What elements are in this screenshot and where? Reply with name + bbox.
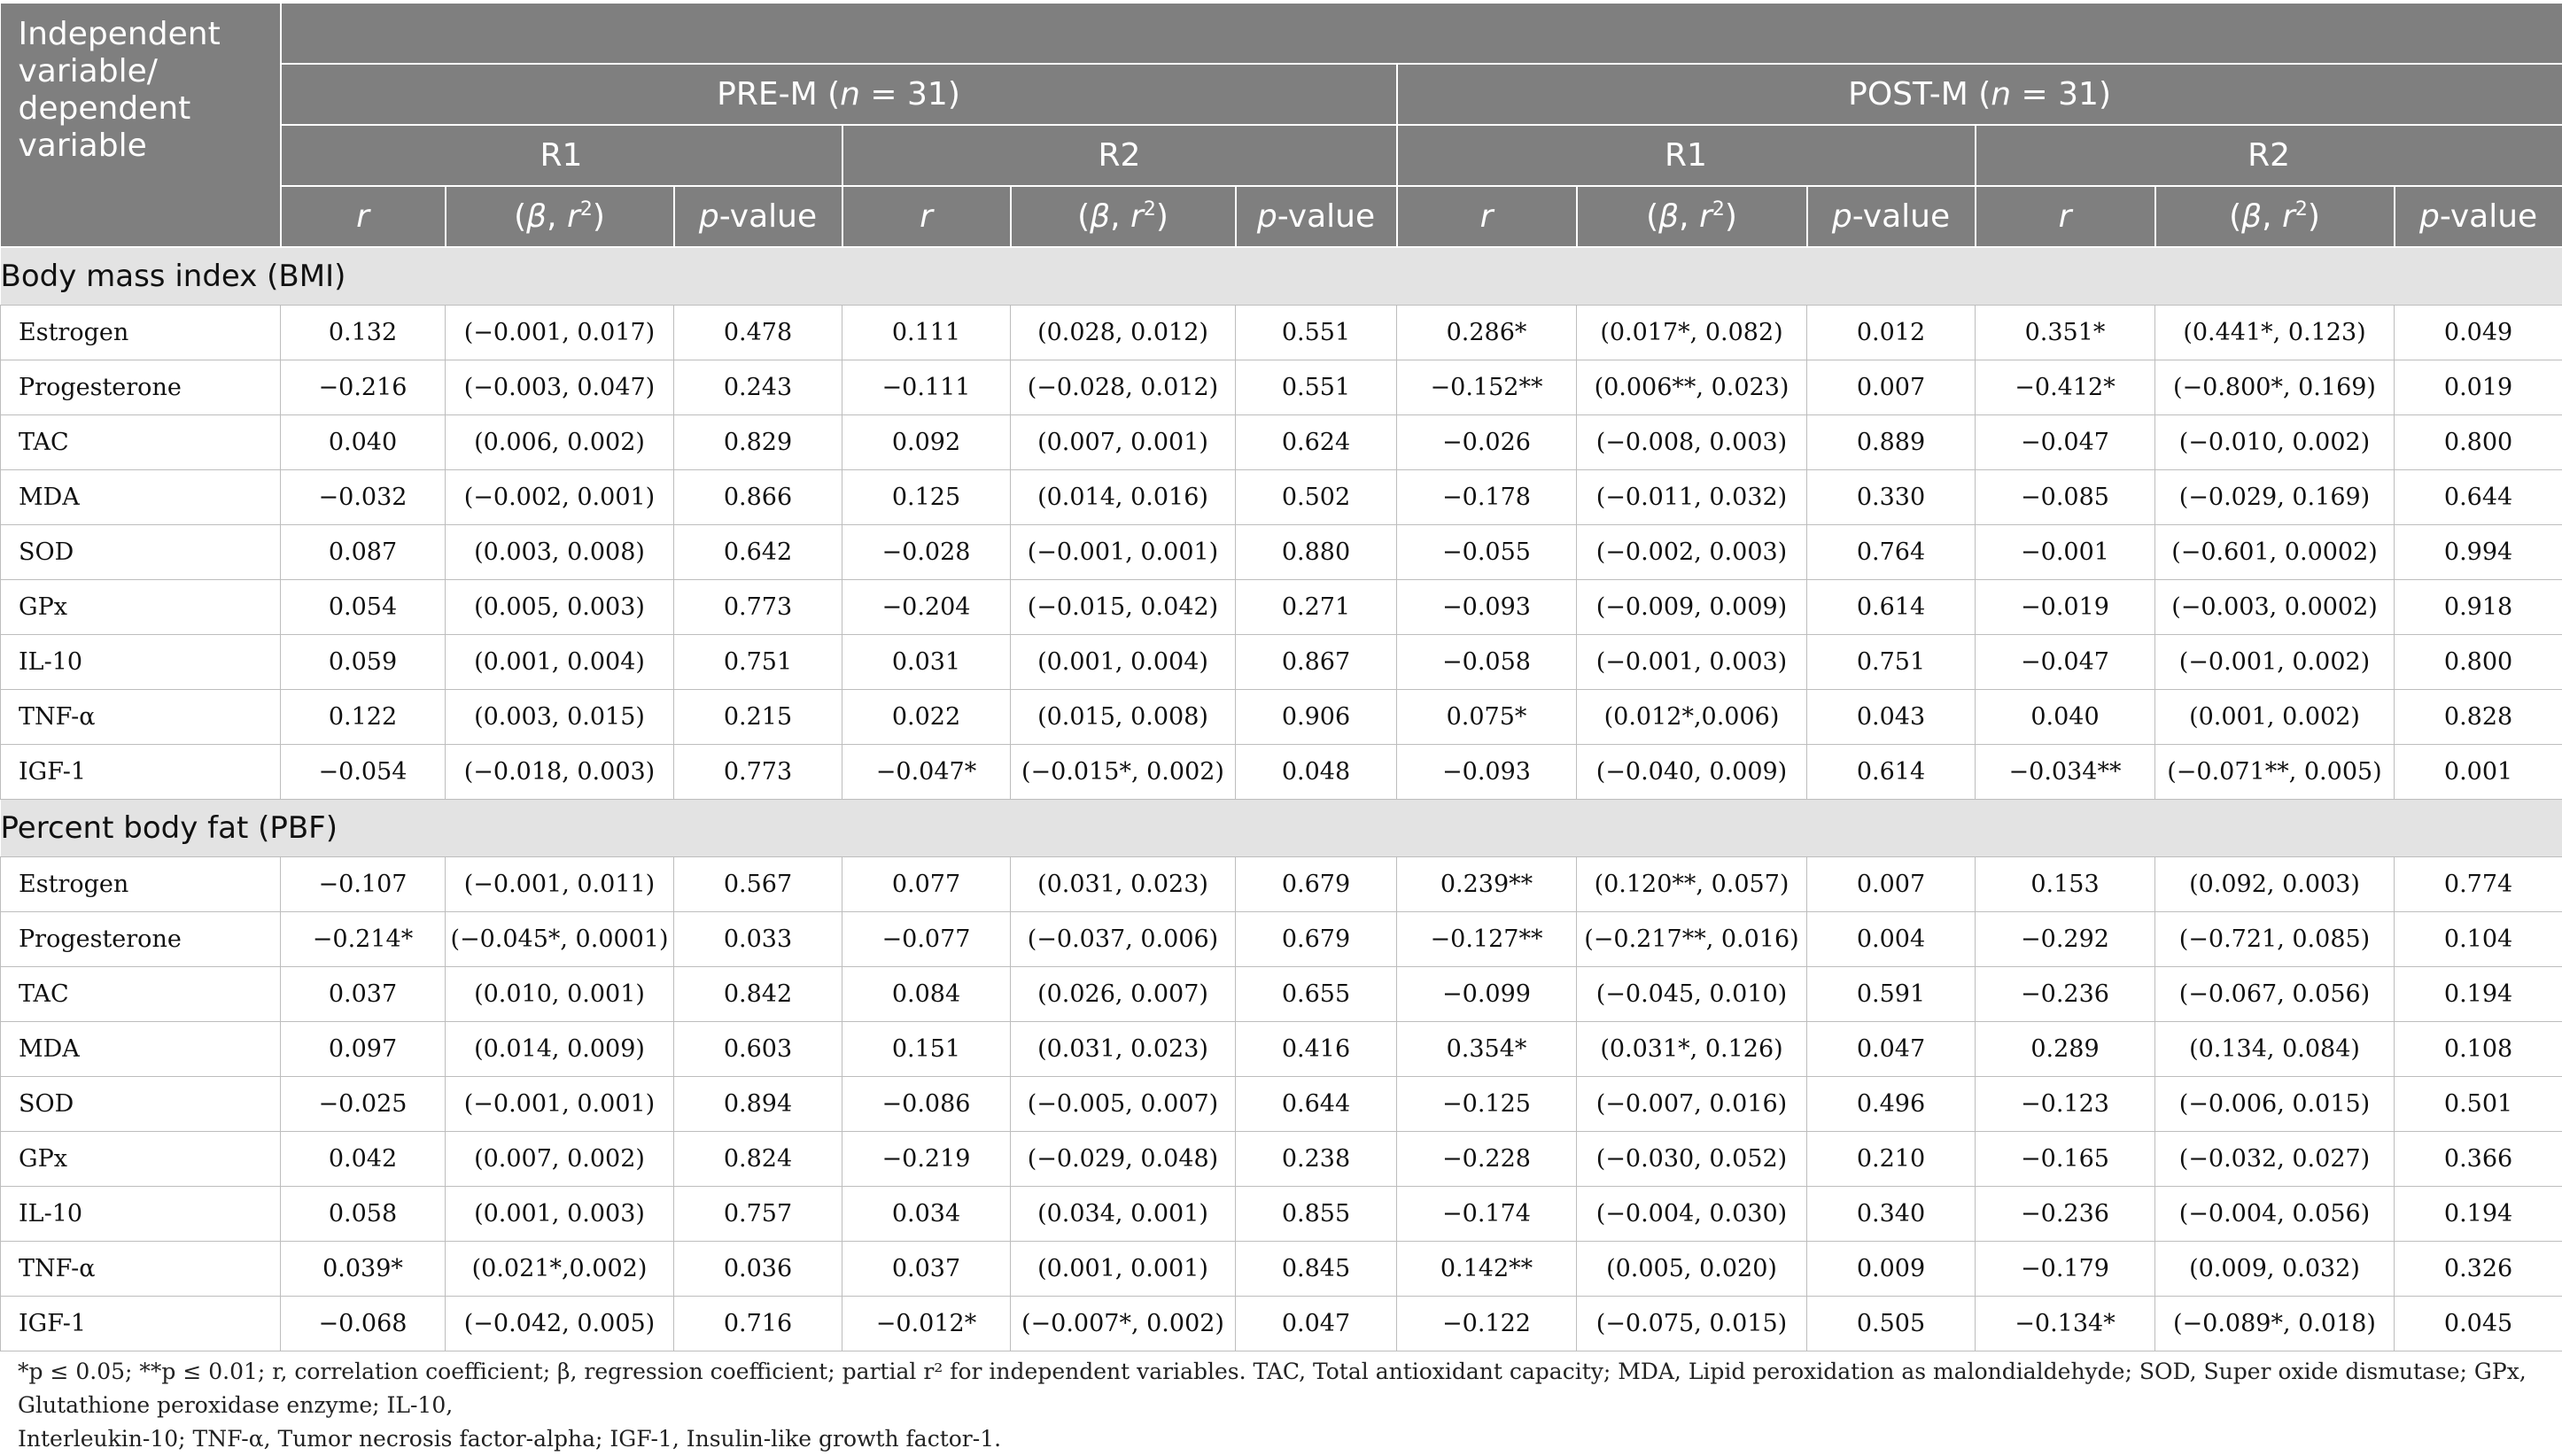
- table-cell: (−0.075, 0.015): [1577, 1297, 1807, 1351]
- table-cell: −0.085: [1976, 470, 2155, 525]
- table-cell: 0.125: [842, 470, 1011, 525]
- row-label: IL-10: [1, 1187, 281, 1242]
- table-cell: (−0.001, 0.001): [1011, 525, 1236, 580]
- table-cell: 0.215: [674, 690, 842, 745]
- col-header-p-value: p-value: [674, 186, 842, 247]
- table-cell: 0.800: [2395, 415, 2562, 470]
- table-cell: (0.092, 0.003): [2155, 857, 2395, 912]
- table-cell: (−0.042, 0.005): [446, 1297, 674, 1351]
- table-row: [1, 360, 2562, 415]
- model-header: R1: [1397, 125, 1976, 186]
- corner-line: variable: [19, 128, 262, 165]
- table-cell: (0.009, 0.032): [2155, 1242, 2395, 1297]
- table-cell: 0.108: [2395, 1022, 2562, 1077]
- table-cell: 0.059: [281, 635, 446, 690]
- table-cell: −0.093: [1397, 580, 1577, 635]
- row-label: TAC: [1, 967, 281, 1022]
- table-cell: (−0.800*, 0.169): [2155, 360, 2395, 415]
- table-cell: (0.031*, 0.126): [1577, 1022, 1807, 1077]
- table-cell: (0.006**, 0.023): [1577, 360, 1807, 415]
- table-cell: (0.031, 0.023): [1011, 1022, 1236, 1077]
- table-cell: 0.679: [1236, 912, 1397, 967]
- table-cell: 0.022: [842, 690, 1011, 745]
- table-cell: (0.031, 0.023): [1011, 857, 1236, 912]
- corner-line: variable/: [19, 53, 262, 90]
- table-cell: (−0.003, 0.0002): [2155, 580, 2395, 635]
- table-cell: −0.292: [1976, 912, 2155, 967]
- table-cell: (−0.003, 0.047): [446, 360, 674, 415]
- table-cell: 0.054: [281, 580, 446, 635]
- table-row: [1, 690, 2562, 745]
- table-cell: 0.047: [1807, 1022, 1976, 1077]
- row-label: GPx: [1, 1132, 281, 1187]
- table-cell: 0.151: [842, 1022, 1011, 1077]
- row-label: IL-10: [1, 635, 281, 690]
- table-cell: 0.289: [1976, 1022, 2155, 1077]
- table-cell: (0.034, 0.001): [1011, 1187, 1236, 1242]
- table-cell: 0.828: [2395, 690, 2562, 745]
- table-cell: 0.037: [842, 1242, 1011, 1297]
- table-cell: (0.003, 0.008): [446, 525, 674, 580]
- table-cell: −0.204: [842, 580, 1011, 635]
- table-cell: 0.502: [1236, 470, 1397, 525]
- table-cell: 0.097: [281, 1022, 446, 1077]
- corner-header: [1, 4, 281, 247]
- table-cell: (0.021*,0.002): [446, 1242, 674, 1297]
- table-cell: (−0.015, 0.042): [1011, 580, 1236, 635]
- table-cell: 0.243: [674, 360, 842, 415]
- table-cell: (−0.018, 0.003): [446, 745, 674, 800]
- table-cell: −0.236: [1976, 967, 2155, 1022]
- table-cell: 0.271: [1236, 580, 1397, 635]
- table-cell: 0.751: [1807, 635, 1976, 690]
- table-cell: 0.210: [1807, 1132, 1976, 1187]
- table-cell: −0.125: [1397, 1077, 1577, 1132]
- table-cell: 0.906: [1236, 690, 1397, 745]
- table-cell: (0.120**, 0.057): [1577, 857, 1807, 912]
- corner-line: Independent: [19, 16, 262, 53]
- table-cell: 0.603: [674, 1022, 842, 1077]
- table-cell: 0.501: [2395, 1077, 2562, 1132]
- table-cell: 0.286*: [1397, 306, 1577, 360]
- table-cell: 0.084: [842, 967, 1011, 1022]
- table-cell: 0.104: [2395, 912, 2562, 967]
- table-cell: (0.001, 0.003): [446, 1187, 674, 1242]
- table-cell: −0.068: [281, 1297, 446, 1351]
- row-label: Progesterone: [1, 912, 281, 967]
- table-cell: 0.591: [1807, 967, 1976, 1022]
- table-cell: (0.006, 0.002): [446, 415, 674, 470]
- table-cell: −0.165: [1976, 1132, 2155, 1187]
- table-cell: 0.019: [2395, 360, 2562, 415]
- row-label: IGF-1: [1, 1297, 281, 1351]
- table-cell: (−0.030, 0.052): [1577, 1132, 1807, 1187]
- row-label: Estrogen: [1, 306, 281, 360]
- table-cell: −0.086: [842, 1077, 1011, 1132]
- table-cell: 0.012: [1807, 306, 1976, 360]
- table-cell: (0.017*, 0.082): [1577, 306, 1807, 360]
- table-row: [1, 1187, 2562, 1242]
- table-cell: (−0.004, 0.056): [2155, 1187, 2395, 1242]
- table-cell: (−0.045, 0.010): [1577, 967, 1807, 1022]
- table-cell: (−0.008, 0.003): [1577, 415, 1807, 470]
- table-cell: (−0.004, 0.030): [1577, 1187, 1807, 1242]
- table-cell: 0.326: [2395, 1242, 2562, 1297]
- table-cell: 0.194: [2395, 1187, 2562, 1242]
- table-cell: 0.679: [1236, 857, 1397, 912]
- table-cell: (−0.006, 0.015): [2155, 1077, 2395, 1132]
- table-cell: −0.058: [1397, 635, 1577, 690]
- table-cell: 0.845: [1236, 1242, 1397, 1297]
- table-cell: (0.028, 0.012): [1011, 306, 1236, 360]
- table-cell: −0.236: [1976, 1187, 2155, 1242]
- table-row: [1, 306, 2562, 360]
- table-cell: 0.496: [1807, 1077, 1976, 1132]
- row-label: MDA: [1, 1022, 281, 1077]
- table-cell: (0.010, 0.001): [446, 967, 674, 1022]
- table-cell: 0.642: [674, 525, 842, 580]
- col-header-r: r: [1397, 186, 1577, 247]
- footnote-line: Interleukin-10; TNF-α, Tumor necrosis factor-alpha; IGF-1, Insulin-like growth factor-1.: [18, 1422, 2534, 1456]
- table-cell: −0.099: [1397, 967, 1577, 1022]
- table-footnote: [18, 1355, 2534, 1456]
- table-cell: (−0.071**, 0.005): [2155, 745, 2395, 800]
- table-cell: 0.039*: [281, 1242, 446, 1297]
- table-cell: 0.773: [674, 580, 842, 635]
- table-cell: 0.655: [1236, 967, 1397, 1022]
- table-cell: (−0.601, 0.0002): [2155, 525, 2395, 580]
- table-cell: 0.867: [1236, 635, 1397, 690]
- table-cell: 0.624: [1236, 415, 1397, 470]
- col-header-beta-r2: (β, $r^2$): [446, 186, 674, 247]
- table-cell: (−0.721, 0.085): [2155, 912, 2395, 967]
- table-row: [1, 470, 2562, 525]
- table-cell: 0.751: [674, 635, 842, 690]
- col-header-r: r: [1976, 186, 2155, 247]
- model-header: R2: [1976, 125, 2562, 186]
- row-label: TAC: [1, 415, 281, 470]
- table-cell: −0.228: [1397, 1132, 1577, 1187]
- table-row: [1, 525, 2562, 580]
- table-cell: 0.075*: [1397, 690, 1577, 745]
- row-label: IGF-1: [1, 745, 281, 800]
- table-cell: 0.330: [1807, 470, 1976, 525]
- table-cell: 0.773: [674, 745, 842, 800]
- col-header-p-value: p-value: [1236, 186, 1397, 247]
- table-cell: (−0.067, 0.056): [2155, 967, 2395, 1022]
- table-cell: (0.007, 0.002): [446, 1132, 674, 1187]
- table-row: [1, 1297, 2562, 1351]
- table-cell: 0.042: [281, 1132, 446, 1187]
- table-cell: 0.764: [1807, 525, 1976, 580]
- table-cell: −0.123: [1976, 1077, 2155, 1132]
- footnote-line: *p ≤ 0.05; **p ≤ 0.01; r, correlation coefficient; β, regression coefficient; partial r² for independent variables. TAC, Total antioxidant capacity; MDA, Lipid peroxidation as malondialdehyde; SOD, Super oxide dismutase; GPx, Glutathione peroxidase enzyme; IL-10,: [18, 1355, 2534, 1422]
- table-cell: −0.047: [1976, 635, 2155, 690]
- model-header: R1: [281, 125, 842, 186]
- table-cell: −0.093: [1397, 745, 1577, 800]
- table-cell: (0.134, 0.084): [2155, 1022, 2395, 1077]
- table-cell: 0.889: [1807, 415, 1976, 470]
- table-cell: 0.132: [281, 306, 446, 360]
- table-cell: (0.003, 0.015): [446, 690, 674, 745]
- table-row: [1, 967, 2562, 1022]
- table-cell: 0.034: [842, 1187, 1011, 1242]
- header-top-blank: [281, 4, 2562, 64]
- table-cell: 0.551: [1236, 306, 1397, 360]
- table-cell: 0.894: [674, 1077, 842, 1132]
- table-cell: 0.043: [1807, 690, 1976, 745]
- table-cell: (0.015, 0.008): [1011, 690, 1236, 745]
- table-cell: (−0.029, 0.169): [2155, 470, 2395, 525]
- table-cell: 0.004: [1807, 912, 1976, 967]
- table-cell: −0.012*: [842, 1297, 1011, 1351]
- table-cell: (−0.001, 0.003): [1577, 635, 1807, 690]
- table-cell: (0.007, 0.001): [1011, 415, 1236, 470]
- table-cell: 0.033: [674, 912, 842, 967]
- group-header-post-m: POST-M (n = 31): [1397, 64, 2562, 125]
- table-cell: 0.354*: [1397, 1022, 1577, 1077]
- table-row: [1, 415, 2562, 470]
- col-header-r: r: [281, 186, 446, 247]
- table-row: [1, 1077, 2562, 1132]
- table-cell: (−0.040, 0.009): [1577, 745, 1807, 800]
- table-cell: 0.880: [1236, 525, 1397, 580]
- table-cell: (−0.001, 0.017): [446, 306, 674, 360]
- table-cell: −0.055: [1397, 525, 1577, 580]
- table-cell: −0.034**: [1976, 745, 2155, 800]
- table-cell: 0.340: [1807, 1187, 1976, 1242]
- table-cell: 0.007: [1807, 857, 1976, 912]
- table-cell: 0.040: [281, 415, 446, 470]
- col-header-p-value: p-value: [1807, 186, 1976, 247]
- table-cell: (−0.002, 0.003): [1577, 525, 1807, 580]
- table-cell: (0.001, 0.002): [2155, 690, 2395, 745]
- table-cell: −0.134*: [1976, 1297, 2155, 1351]
- table-cell: −0.412*: [1976, 360, 2155, 415]
- table-cell: −0.214*: [281, 912, 446, 967]
- table-cell: (−0.045*, 0.0001): [446, 912, 674, 967]
- table-cell: 0.239**: [1397, 857, 1577, 912]
- table-cell: (−0.001, 0.011): [446, 857, 674, 912]
- table-cell: 0.824: [674, 1132, 842, 1187]
- table-cell: 0.045: [2395, 1297, 2562, 1351]
- table-cell: 0.077: [842, 857, 1011, 912]
- table-cell: −0.107: [281, 857, 446, 912]
- row-label: MDA: [1, 470, 281, 525]
- table-cell: 0.614: [1807, 745, 1976, 800]
- results-table-container: [0, 4, 2562, 1351]
- table-cell: 0.614: [1807, 580, 1976, 635]
- table-cell: 0.644: [1236, 1077, 1397, 1132]
- table-cell: (−0.032, 0.027): [2155, 1132, 2395, 1187]
- table-cell: (−0.015*, 0.002): [1011, 745, 1236, 800]
- table-cell: (0.012*,0.006): [1577, 690, 1807, 745]
- table-cell: (−0.001, 0.002): [2155, 635, 2395, 690]
- col-header-beta-r2: (β, $r^2$): [1577, 186, 1807, 247]
- table-cell: (−0.005, 0.007): [1011, 1077, 1236, 1132]
- table-cell: −0.152**: [1397, 360, 1577, 415]
- table-cell: (0.001, 0.004): [1011, 635, 1236, 690]
- table-cell: −0.127**: [1397, 912, 1577, 967]
- table-cell: −0.054: [281, 745, 446, 800]
- table-cell: 0.918: [2395, 580, 2562, 635]
- row-label: SOD: [1, 1077, 281, 1132]
- table-cell: (−0.011, 0.032): [1577, 470, 1807, 525]
- section-title: Percent body fat (PBF): [1, 800, 2562, 857]
- group-header-pre-m: PRE-M (n = 31): [281, 64, 1397, 125]
- regression-results-table: [0, 4, 2562, 1351]
- table-cell: (−0.010, 0.002): [2155, 415, 2395, 470]
- table-cell: 0.478: [674, 306, 842, 360]
- table-cell: 0.716: [674, 1297, 842, 1351]
- table-cell: −0.178: [1397, 470, 1577, 525]
- table-cell: 0.087: [281, 525, 446, 580]
- table-cell: 0.048: [1236, 745, 1397, 800]
- table-cell: 0.122: [281, 690, 446, 745]
- model-header: R2: [842, 125, 1397, 186]
- table-cell: 0.194: [2395, 967, 2562, 1022]
- col-header-beta-r2: (β, $r^2$): [1011, 186, 1236, 247]
- row-label: TNF-α: [1, 1242, 281, 1297]
- table-cell: −0.077: [842, 912, 1011, 967]
- table-cell: −0.111: [842, 360, 1011, 415]
- table-cell: (−0.089*, 0.018): [2155, 1297, 2395, 1351]
- table-cell: 0.031: [842, 635, 1011, 690]
- table-cell: 0.238: [1236, 1132, 1397, 1187]
- table-cell: −0.122: [1397, 1297, 1577, 1351]
- table-cell: 0.994: [2395, 525, 2562, 580]
- table-cell: 0.567: [674, 857, 842, 912]
- table-cell: 0.505: [1807, 1297, 1976, 1351]
- table-cell: 0.040: [1976, 690, 2155, 745]
- table-cell: −0.219: [842, 1132, 1011, 1187]
- table-cell: 0.842: [674, 967, 842, 1022]
- table-row: [1, 1132, 2562, 1187]
- table-cell: 0.092: [842, 415, 1011, 470]
- col-header-beta-r2: (β, $r^2$): [2155, 186, 2395, 247]
- table-cell: (−0.217**, 0.016): [1577, 912, 1807, 967]
- table-row: [1, 1022, 2562, 1077]
- table-row: [1, 857, 2562, 912]
- table-cell: 0.142**: [1397, 1242, 1577, 1297]
- table-cell: 0.757: [674, 1187, 842, 1242]
- table-cell: (−0.009, 0.009): [1577, 580, 1807, 635]
- table-cell: (0.005, 0.020): [1577, 1242, 1807, 1297]
- table-cell: (−0.037, 0.006): [1011, 912, 1236, 967]
- table-cell: 0.774: [2395, 857, 2562, 912]
- table-row: [1, 580, 2562, 635]
- table-cell: (−0.029, 0.048): [1011, 1132, 1236, 1187]
- table-cell: −0.174: [1397, 1187, 1577, 1242]
- col-header-r: r: [842, 186, 1011, 247]
- table-row: [1, 1242, 2562, 1297]
- table-cell: 0.001: [2395, 745, 2562, 800]
- corner-line: dependent: [19, 90, 262, 128]
- col-header-p-value: p-value: [2395, 186, 2562, 247]
- table-cell: 0.366: [2395, 1132, 2562, 1187]
- table-cell: −0.019: [1976, 580, 2155, 635]
- table-cell: (0.014, 0.009): [446, 1022, 674, 1077]
- table-cell: 0.829: [674, 415, 842, 470]
- table-cell: 0.009: [1807, 1242, 1976, 1297]
- row-label: SOD: [1, 525, 281, 580]
- table-cell: 0.036: [674, 1242, 842, 1297]
- table-cell: 0.866: [674, 470, 842, 525]
- table-cell: (−0.001, 0.001): [446, 1077, 674, 1132]
- table-cell: −0.001: [1976, 525, 2155, 580]
- table-cell: 0.855: [1236, 1187, 1397, 1242]
- table-cell: (0.005, 0.003): [446, 580, 674, 635]
- table-cell: (0.441*, 0.123): [2155, 306, 2395, 360]
- row-label: Progesterone: [1, 360, 281, 415]
- section-title: Body mass index (BMI): [1, 247, 2562, 306]
- table-cell: (0.001, 0.001): [1011, 1242, 1236, 1297]
- table-cell: 0.037: [281, 967, 446, 1022]
- table-cell: −0.047*: [842, 745, 1011, 800]
- table-cell: 0.416: [1236, 1022, 1397, 1077]
- table-cell: (−0.007*, 0.002): [1011, 1297, 1236, 1351]
- table-cell: −0.179: [1976, 1242, 2155, 1297]
- row-label: GPx: [1, 580, 281, 635]
- table-cell: 0.153: [1976, 857, 2155, 912]
- table-cell: −0.032: [281, 470, 446, 525]
- table-cell: −0.028: [842, 525, 1011, 580]
- table-cell: (0.014, 0.016): [1011, 470, 1236, 525]
- table-cell: (0.001, 0.004): [446, 635, 674, 690]
- table-cell: 0.111: [842, 306, 1011, 360]
- table-cell: 0.551: [1236, 360, 1397, 415]
- table-cell: 0.049: [2395, 306, 2562, 360]
- table-cell: −0.216: [281, 360, 446, 415]
- table-cell: −0.025: [281, 1077, 446, 1132]
- table-cell: −0.026: [1397, 415, 1577, 470]
- table-cell: 0.800: [2395, 635, 2562, 690]
- table-row: [1, 635, 2562, 690]
- section-header-row: [1, 800, 2562, 857]
- table-cell: (0.026, 0.007): [1011, 967, 1236, 1022]
- table-cell: 0.058: [281, 1187, 446, 1242]
- table-cell: 0.007: [1807, 360, 1976, 415]
- table-row: [1, 745, 2562, 800]
- table-cell: 0.047: [1236, 1297, 1397, 1351]
- table-cell: (−0.007, 0.016): [1577, 1077, 1807, 1132]
- row-label: TNF-α: [1, 690, 281, 745]
- table-cell: (−0.002, 0.001): [446, 470, 674, 525]
- table-row: [1, 912, 2562, 967]
- table-cell: 0.351*: [1976, 306, 2155, 360]
- table-cell: 0.644: [2395, 470, 2562, 525]
- section-header-row: [1, 247, 2562, 306]
- row-label: Estrogen: [1, 857, 281, 912]
- table-cell: −0.047: [1976, 415, 2155, 470]
- table-cell: (−0.028, 0.012): [1011, 360, 1236, 415]
